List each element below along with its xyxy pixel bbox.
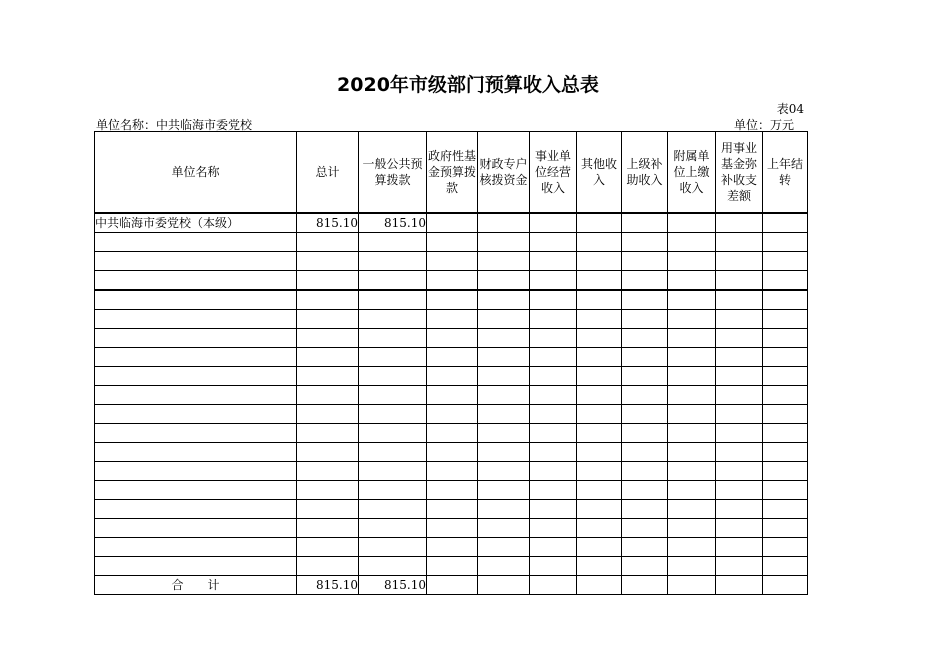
value-cell <box>577 500 622 519</box>
value-cell <box>427 348 478 367</box>
value-cell <box>763 462 808 481</box>
value-cell <box>478 557 530 576</box>
unit-name-cell <box>95 481 297 500</box>
unit-name-cell <box>95 462 297 481</box>
value-cell <box>478 386 530 405</box>
value-cell <box>297 348 359 367</box>
column-header: 政府性基金预算拨款 <box>427 132 478 214</box>
value-cell <box>530 405 577 424</box>
unit-name-cell <box>95 424 297 443</box>
value-cell <box>668 557 716 576</box>
value-cell <box>297 557 359 576</box>
value-cell <box>297 481 359 500</box>
column-header: 用事业基金弥补收支差额 <box>716 132 763 214</box>
table-row <box>95 233 808 252</box>
value-cell <box>622 500 668 519</box>
table-row <box>95 271 808 291</box>
value-cell <box>763 213 808 233</box>
value-cell <box>297 538 359 557</box>
value-cell <box>427 233 478 252</box>
value-cell <box>478 481 530 500</box>
unit-name-cell <box>95 538 297 557</box>
value-cell <box>668 252 716 271</box>
unit-name-label: 单位名称：中共临海市委党校 <box>96 118 253 132</box>
value-cell <box>622 252 668 271</box>
value-cell <box>716 290 763 310</box>
value-cell <box>716 213 763 233</box>
value-cell <box>530 271 577 291</box>
unit-name-cell <box>95 348 297 367</box>
value-cell <box>359 386 427 405</box>
value-cell <box>622 310 668 329</box>
unit-name-cell <box>95 500 297 519</box>
value-cell <box>478 290 530 310</box>
value-cell <box>668 213 716 233</box>
column-header: 附属单位上缴收入 <box>668 132 716 214</box>
value-cell <box>359 329 427 348</box>
unit-name-cell <box>95 405 297 424</box>
value-cell <box>530 213 577 233</box>
unit-name-cell <box>95 271 297 291</box>
value-cell <box>478 576 530 595</box>
value-cell <box>668 424 716 443</box>
value-cell <box>716 386 763 405</box>
value-cell <box>530 462 577 481</box>
value-cell <box>577 233 622 252</box>
value-cell <box>622 424 668 443</box>
value-cell <box>577 576 622 595</box>
value-cell <box>622 443 668 462</box>
value-cell <box>622 213 668 233</box>
value-cell <box>478 348 530 367</box>
value-cell <box>763 405 808 424</box>
value-cell <box>427 213 478 233</box>
value-cell <box>668 538 716 557</box>
value-cell <box>668 443 716 462</box>
value-cell <box>622 367 668 386</box>
value-cell <box>530 519 577 538</box>
value-cell <box>763 329 808 348</box>
table-row <box>95 538 808 557</box>
value-cell <box>297 462 359 481</box>
value-cell <box>297 500 359 519</box>
value-cell <box>427 424 478 443</box>
value-cell <box>577 538 622 557</box>
table-row <box>95 424 808 443</box>
total-row <box>95 576 808 595</box>
value-cell <box>716 271 763 291</box>
value-cell <box>668 290 716 310</box>
column-header: 总计 <box>297 132 359 214</box>
unit-name-cell <box>95 443 297 462</box>
value-cell <box>297 405 359 424</box>
value-cell <box>427 462 478 481</box>
value-cell <box>763 252 808 271</box>
column-header: 事业单位经营收入 <box>530 132 577 214</box>
unit-name-cell <box>95 233 297 252</box>
value-cell <box>530 424 577 443</box>
value-cell <box>763 443 808 462</box>
value-cell <box>530 481 577 500</box>
value-cell <box>478 462 530 481</box>
value-cell <box>716 405 763 424</box>
unit-name-cell <box>95 386 297 405</box>
value-cell: 815.10 <box>359 213 427 233</box>
value-cell <box>478 519 530 538</box>
value-cell <box>427 481 478 500</box>
value-cell <box>478 538 530 557</box>
value-cell <box>359 424 427 443</box>
value-cell <box>530 290 577 310</box>
value-cell <box>427 443 478 462</box>
value-cell <box>622 348 668 367</box>
value-cell <box>427 538 478 557</box>
value-cell <box>427 367 478 386</box>
value-cell <box>359 271 427 291</box>
value-cell <box>530 310 577 329</box>
value-cell <box>297 519 359 538</box>
value-cell <box>478 233 530 252</box>
value-cell <box>577 348 622 367</box>
unit-name-cell <box>95 519 297 538</box>
value-cell <box>427 386 478 405</box>
value-cell <box>763 576 808 595</box>
value-cell <box>716 538 763 557</box>
value-cell <box>763 367 808 386</box>
table-row <box>95 367 808 386</box>
table-row <box>95 519 808 538</box>
value-cell <box>716 500 763 519</box>
value-cell <box>763 348 808 367</box>
column-header: 上年结转 <box>763 132 808 214</box>
value-cell <box>530 252 577 271</box>
value-cell <box>530 576 577 595</box>
value-cell <box>577 310 622 329</box>
value-cell <box>359 557 427 576</box>
value-cell <box>359 519 427 538</box>
value-cell <box>359 538 427 557</box>
value-cell <box>478 310 530 329</box>
table-row <box>95 557 808 576</box>
value-cell <box>478 329 530 348</box>
value-cell <box>297 290 359 310</box>
value-cell <box>297 271 359 291</box>
value-cell <box>530 538 577 557</box>
header-row <box>95 132 808 214</box>
value-cell <box>297 310 359 329</box>
value-cell <box>359 462 427 481</box>
value-cell <box>668 271 716 291</box>
value-cell <box>297 443 359 462</box>
value-cell <box>427 500 478 519</box>
value-cell <box>622 386 668 405</box>
value-cell <box>668 348 716 367</box>
value-cell: 815.10 <box>297 576 359 595</box>
value-cell <box>622 462 668 481</box>
value-cell <box>668 386 716 405</box>
value-cell <box>763 538 808 557</box>
value-cell <box>716 348 763 367</box>
value-cell <box>530 443 577 462</box>
table-row <box>95 443 808 462</box>
value-cell <box>668 519 716 538</box>
value-cell <box>716 576 763 595</box>
value-cell <box>427 290 478 310</box>
value-cell <box>622 519 668 538</box>
value-cell: 815.10 <box>297 213 359 233</box>
value-cell <box>622 405 668 424</box>
column-header: 财政专户核拨资金 <box>478 132 530 214</box>
page-title: 2020年市级部门预算收入总表 <box>337 74 599 96</box>
form-number: 表04 <box>776 102 804 116</box>
value-cell <box>577 519 622 538</box>
value-cell <box>716 443 763 462</box>
value-cell <box>668 310 716 329</box>
value-cell <box>577 443 622 462</box>
value-cell <box>359 481 427 500</box>
value-cell <box>478 213 530 233</box>
value-cell <box>530 367 577 386</box>
value-cell <box>716 462 763 481</box>
value-cell <box>763 519 808 538</box>
unit-name-cell <box>95 329 297 348</box>
unit-name-cell <box>95 310 297 329</box>
value-cell <box>716 310 763 329</box>
value-cell <box>668 233 716 252</box>
value-cell <box>478 405 530 424</box>
value-cell <box>478 443 530 462</box>
value-cell <box>530 233 577 252</box>
value-cell <box>427 405 478 424</box>
unit-name-cell: 中共临海市委党校（本级） <box>95 213 297 233</box>
table-row <box>95 500 808 519</box>
table-row <box>95 386 808 405</box>
value-cell <box>622 557 668 576</box>
column-header: 单位名称 <box>95 132 297 214</box>
value-cell <box>530 348 577 367</box>
table-row <box>95 481 808 500</box>
value-cell <box>427 252 478 271</box>
value-cell <box>478 271 530 291</box>
value-cell <box>716 557 763 576</box>
value-cell <box>716 233 763 252</box>
value-cell <box>297 386 359 405</box>
value-cell <box>763 481 808 500</box>
table-row <box>95 310 808 329</box>
unit-name-cell <box>95 290 297 310</box>
value-cell <box>577 557 622 576</box>
value-cell <box>763 233 808 252</box>
budget-revenue-table <box>94 131 808 595</box>
value-cell <box>622 233 668 252</box>
unit-name-cell <box>95 557 297 576</box>
value-cell <box>427 519 478 538</box>
value-cell <box>359 443 427 462</box>
value-cell <box>530 500 577 519</box>
value-cell <box>668 576 716 595</box>
unit-name-cell <box>95 367 297 386</box>
value-cell <box>577 271 622 291</box>
value-cell <box>577 290 622 310</box>
value-cell <box>577 213 622 233</box>
value-cell <box>427 271 478 291</box>
value-cell <box>530 386 577 405</box>
value-cell <box>622 481 668 500</box>
value-cell <box>359 310 427 329</box>
value-cell <box>577 367 622 386</box>
value-cell <box>668 481 716 500</box>
currency-unit-label: 单位：万元 <box>733 118 794 132</box>
unit-name-cell <box>95 252 297 271</box>
value-cell <box>427 329 478 348</box>
value-cell <box>577 329 622 348</box>
table-row <box>95 329 808 348</box>
value-cell <box>716 252 763 271</box>
value-cell <box>427 557 478 576</box>
value-cell <box>716 481 763 500</box>
value-cell <box>478 424 530 443</box>
value-cell <box>297 367 359 386</box>
value-cell <box>297 252 359 271</box>
value-cell <box>297 233 359 252</box>
value-cell <box>716 519 763 538</box>
value-cell <box>622 538 668 557</box>
value-cell <box>716 329 763 348</box>
column-header: 一般公共预算拨款 <box>359 132 427 214</box>
value-cell <box>668 462 716 481</box>
value-cell <box>716 367 763 386</box>
value-cell <box>622 290 668 310</box>
value-cell <box>427 310 478 329</box>
value-cell <box>622 329 668 348</box>
table-row <box>95 405 808 424</box>
value-cell <box>359 405 427 424</box>
value-cell <box>763 271 808 291</box>
value-cell <box>359 252 427 271</box>
value-cell <box>577 252 622 271</box>
table-row <box>95 213 808 233</box>
value-cell <box>359 233 427 252</box>
total-label: 合 计 <box>95 576 297 595</box>
value-cell <box>530 557 577 576</box>
value-cell <box>763 290 808 310</box>
value-cell <box>478 367 530 386</box>
column-header: 上级补助收入 <box>622 132 668 214</box>
value-cell <box>577 481 622 500</box>
value-cell <box>297 329 359 348</box>
value-cell <box>577 424 622 443</box>
value-cell <box>577 386 622 405</box>
value-cell <box>297 424 359 443</box>
value-cell <box>668 405 716 424</box>
value-cell <box>359 348 427 367</box>
table-row <box>95 290 808 310</box>
value-cell <box>763 557 808 576</box>
value-cell <box>359 290 427 310</box>
value-cell <box>763 424 808 443</box>
value-cell <box>622 576 668 595</box>
value-cell <box>478 500 530 519</box>
value-cell <box>763 310 808 329</box>
column-header: 其他收入 <box>577 132 622 214</box>
value-cell <box>622 271 668 291</box>
value-cell <box>763 386 808 405</box>
value-cell <box>359 500 427 519</box>
value-cell <box>668 329 716 348</box>
value-cell: 815.10 <box>359 576 427 595</box>
value-cell <box>716 424 763 443</box>
value-cell <box>577 462 622 481</box>
value-cell <box>668 367 716 386</box>
value-cell <box>530 329 577 348</box>
table-row <box>95 348 808 367</box>
value-cell <box>763 500 808 519</box>
value-cell <box>359 367 427 386</box>
value-cell <box>577 405 622 424</box>
value-cell <box>427 576 478 595</box>
value-cell <box>668 500 716 519</box>
table-row <box>95 252 808 271</box>
table-row <box>95 462 808 481</box>
value-cell <box>478 252 530 271</box>
